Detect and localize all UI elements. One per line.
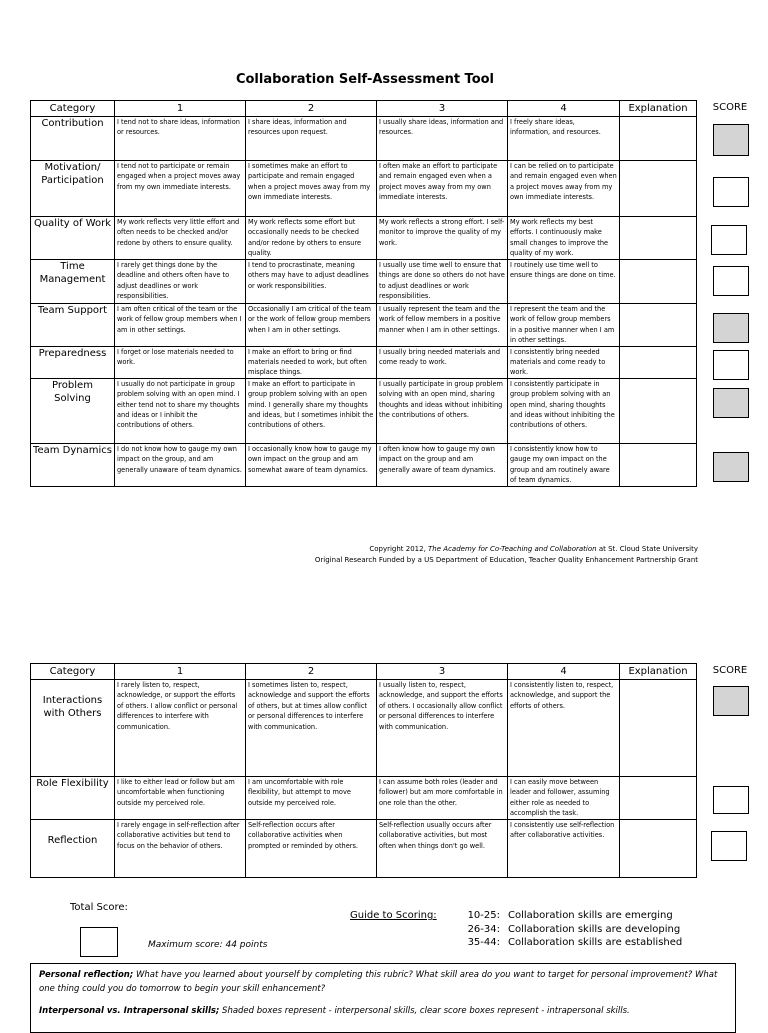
score-box-team-support[interactable] [713, 313, 749, 343]
reflection-prompt-box [30, 963, 736, 1033]
guide-to-scoring-label: Guide to Scoring: [350, 910, 437, 921]
explanation-cell[interactable] [620, 378, 697, 443]
header-level-2: 2 [246, 101, 377, 117]
level-4-cell: I consistently participate in group problem solving with an open mind, sharing thoughts and ideas without inhibiting the contributions of others. [508, 378, 620, 443]
score-box-preparedness[interactable] [713, 350, 749, 380]
level-3-cell: Self-reflection usually occurs after collaborative activities, but most often when things don't go well. [377, 820, 508, 878]
table-row [31, 777, 697, 820]
level-3-cell: I usually participate in group problem solving with an open mind, sharing thoughts and ideas without inhibiting the contributions of others. [377, 378, 508, 443]
level-4-cell: I consistently listen to, respect, acknowledge, and support the efforts of others. [508, 680, 620, 777]
table-row [31, 443, 697, 486]
guide-text: Collaboration skills are developing [508, 923, 681, 935]
category-label: Quality of Work [31, 217, 115, 260]
level-3-cell: I usually use time well to ensure that things are done so others do not have to adjust deadlines or work responsibilities. [377, 260, 508, 304]
category-label: Reflection [31, 820, 115, 878]
personal-reflection-text: What have you learned about yourself by completing this rubric? What skill area do you want to target for personal improvement? What one thing could you do tomorrow to begin your skill enhancement? [39, 970, 718, 994]
explanation-cell[interactable] [620, 161, 697, 217]
score-box-team-dynamics[interactable] [713, 452, 749, 482]
score-box-quality-of-work[interactable] [711, 225, 747, 255]
table-row [31, 117, 697, 161]
table-header-row [31, 664, 697, 680]
category-label: Problem Solving [31, 378, 115, 443]
explanation-cell[interactable] [620, 260, 697, 304]
personal-reflection-paragraph [39, 968, 727, 996]
score-column-label-2: SCORE [712, 665, 748, 676]
max-score-note: Maximum score: 44 points [148, 940, 268, 950]
explanation-cell[interactable] [620, 117, 697, 161]
score-column-label: SCORE [712, 102, 748, 113]
level-4-cell: I consistently know how to gauge my own impact on the group and am routinely aware of team dynamics. [508, 443, 620, 486]
personal-reflection-heading: Personal reflection; [39, 970, 134, 980]
score-box-time-management[interactable] [713, 266, 749, 296]
total-score-box[interactable] [80, 927, 118, 957]
rubric-table-1 [30, 100, 697, 487]
level-1-cell: My work reflects very little effort and often needs to be checked and/or redone by others to ensure quality. [115, 217, 246, 260]
category-label: Interactions with Others [31, 680, 115, 777]
table-row [31, 820, 697, 878]
level-2-cell: I make an effort to bring or find materials needed to work, but often misplace things. [246, 346, 377, 378]
guide-range: 35-44: [467, 937, 500, 948]
level-3-cell: I can assume both roles (leader and follower) but am more comfortable in one role than the other. [377, 777, 508, 820]
total-score-label: Total Score: [70, 902, 128, 913]
level-2-cell: I tend to procrastinate, meaning others may have to adjust deadlines or work responsibilities. [246, 260, 377, 304]
header-explanation: Explanation [620, 664, 697, 680]
level-1-cell: I tend not to share ideas, information or resources. [115, 117, 246, 161]
level-1-cell: I rarely engage in self-reflection after collaborative activities but tend to focus on the behavior of others. [115, 820, 246, 878]
level-1-cell: I am often critical of the team or the work of fellow group members when I am in other settings. [115, 304, 246, 347]
level-1-cell: I usually do not participate in group problem solving with an open mind. I either tend not to share my thoughts and ideas or I inhibit the contributions of others. [115, 378, 246, 443]
level-2-cell: I share ideas, information and resources upon request. [246, 117, 377, 161]
guide-item [452, 936, 682, 950]
level-1-cell: I rarely get things done by the deadline and others often have to adjust deadlines or work responsibilities. [115, 260, 246, 304]
explanation-cell[interactable] [620, 680, 697, 777]
table-row [31, 304, 697, 347]
explanation-cell[interactable] [620, 820, 697, 878]
explanation-cell[interactable] [620, 346, 697, 378]
level-2-cell: My work reflects some effort but occasionally needs to be checked and/or redone by others to ensure quality. [246, 217, 377, 260]
guide-item [452, 923, 682, 937]
header-level-4: 4 [508, 664, 620, 680]
guide-range: 26-34: [467, 923, 500, 935]
level-1-cell: I tend not to participate or remain engaged when a project moves away from my own immediate interests. [115, 161, 246, 217]
header-explanation: Explanation [620, 101, 697, 117]
level-2-cell: I sometimes make an effort to participate and remain engaged when a project moves away from my own immediate interests. [246, 161, 377, 217]
explanation-cell[interactable] [620, 217, 697, 260]
level-1-cell: I rarely listen to, respect, acknowledge, or support the efforts of others. I allow conflict or personal differences to interfere with communication. [115, 680, 246, 777]
level-4-cell: I consistently bring needed materials and come ready to work. [508, 346, 620, 378]
level-4-cell: I routinely use time well to ensure things are done on time. [508, 260, 620, 304]
copyright-notice [315, 544, 698, 566]
score-box-role-flexibility[interactable] [713, 786, 749, 814]
guide-item [452, 909, 682, 923]
level-2-cell: I am uncomfortable with role flexibility, but attempt to move outside my perceived role. [246, 777, 377, 820]
table-row [31, 260, 697, 304]
category-label: Team Dynamics [31, 443, 115, 486]
level-2-cell: I occasionally know how to gauge my own impact on the group and am somewhat aware of team dynamics. [246, 443, 377, 486]
level-2-cell: Occasionally I am critical of the team or the work of fellow group members when I am in other settings. [246, 304, 377, 347]
skills-note-paragraph [39, 1004, 727, 1018]
level-4-cell: I can easily move between leader and follower, assuming either role as needed to accomplish the task. [508, 777, 620, 820]
header-level-4: 4 [508, 101, 620, 117]
level-1-cell: I do not know how to gauge my own impact on the group, and am generally unaware of team dynamics. [115, 443, 246, 486]
category-label: Team Support [31, 304, 115, 347]
guide-text: Collaboration skills are established [508, 937, 683, 948]
skills-note-text: Shaded boxes represent - interpersonal skills, clear score boxes represent - intrapersonal skills. [219, 1006, 630, 1016]
copyright-org: The Academy for Co-Teaching and Collaboration [428, 545, 597, 553]
level-1-cell: I forget or lose materials needed to work. [115, 346, 246, 378]
score-box-motivation[interactable] [713, 177, 749, 207]
page-title: Collaboration Self-Assessment Tool [235, 72, 495, 87]
header-level-3: 3 [377, 101, 508, 117]
explanation-cell[interactable] [620, 304, 697, 347]
category-label: Contribution [31, 117, 115, 161]
level-1-cell: I like to either lead or follow but am uncomfortable when functioning outside my perceived role. [115, 777, 246, 820]
level-3-cell: I usually represent the team and the work of fellow members in a positive manner when I am in other settings. [377, 304, 508, 347]
guide-text: Collaboration skills are emerging [508, 910, 673, 921]
copyright-suffix: at St. Cloud State University [598, 545, 698, 553]
score-box-reflection[interactable] [711, 831, 747, 861]
table-row [31, 217, 697, 260]
header-level-1: 1 [115, 101, 246, 117]
table-header-row [31, 101, 697, 117]
category-label: Motivation/ Participation [31, 161, 115, 217]
score-box-contribution[interactable] [713, 124, 749, 156]
header-level-2: 2 [246, 664, 377, 680]
scoring-guide [452, 909, 682, 950]
level-3-cell: I often make an effort to participate and remain engaged even when a project moves away from my own immediate interests. [377, 161, 508, 217]
table-row [31, 378, 697, 443]
level-4-cell: I represent the team and the work of fellow group members in a positive manner when I am in other settings. [508, 304, 620, 347]
level-2-cell: I sometimes listen to, respect, acknowledge and support the efforts of others, but at times allow conflict or personal differences to interfere with communication. [246, 680, 377, 777]
level-4-cell: I freely share ideas, information, and resources. [508, 117, 620, 161]
level-4-cell: I can be relied on to participate and remain engaged even when a project moves away from my own immediate interests. [508, 161, 620, 217]
score-box-problem-solving[interactable] [713, 388, 749, 418]
level-2-cell: I make an effort to participate in group problem solving with an open mind. I generally share my thoughts and ideas, but I sometimes inhibit the contributions of others. [246, 378, 377, 443]
level-3-cell: I often know how to gauge my own impact on the group and am generally aware of team dynamics. [377, 443, 508, 486]
level-4-cell: I consistently use self-reflection after collaborative activities. [508, 820, 620, 878]
level-4-cell: My work reflects my best efforts. I continuously make small changes to improve the quality of my work. [508, 217, 620, 260]
rubric-table-2 [30, 663, 697, 878]
explanation-cell[interactable] [620, 443, 697, 486]
skills-note-heading: Interpersonal vs. Intrapersonal skills; [39, 1006, 220, 1016]
explanation-cell[interactable] [620, 777, 697, 820]
score-box-interactions[interactable] [713, 686, 749, 716]
copyright-prefix: Copyright 2012, [369, 545, 426, 553]
copyright-funding: Original Research Funded by a US Department of Education, Teacher Quality Enhancement Partnership Grant [314, 556, 698, 564]
level-3-cell: I usually bring needed materials and come ready to work. [377, 346, 508, 378]
table-row [31, 161, 697, 217]
guide-range: 10-25: [467, 910, 500, 921]
category-label: Role Flexibility [31, 777, 115, 820]
level-2-cell: Self-reflection occurs after collaborative activities when prompted or reminded by others. [246, 820, 377, 878]
header-category: Category [31, 101, 115, 117]
level-3-cell: I usually listen to, respect, acknowledge, and support the efforts of others. I occasionally allow conflict or personal differences to interfere with communication. [377, 680, 508, 777]
header-category: Category [31, 664, 115, 680]
level-3-cell: My work reflects a strong effort. I self-monitor to improve the quality of my work. [377, 217, 508, 260]
category-label: Time Management [31, 260, 115, 304]
level-3-cell: I usually share ideas, information and resources. [377, 117, 508, 161]
table-row [31, 346, 697, 378]
table-row [31, 680, 697, 777]
header-level-3: 3 [377, 664, 508, 680]
category-label: Preparedness [31, 346, 115, 378]
header-level-1: 1 [115, 664, 246, 680]
